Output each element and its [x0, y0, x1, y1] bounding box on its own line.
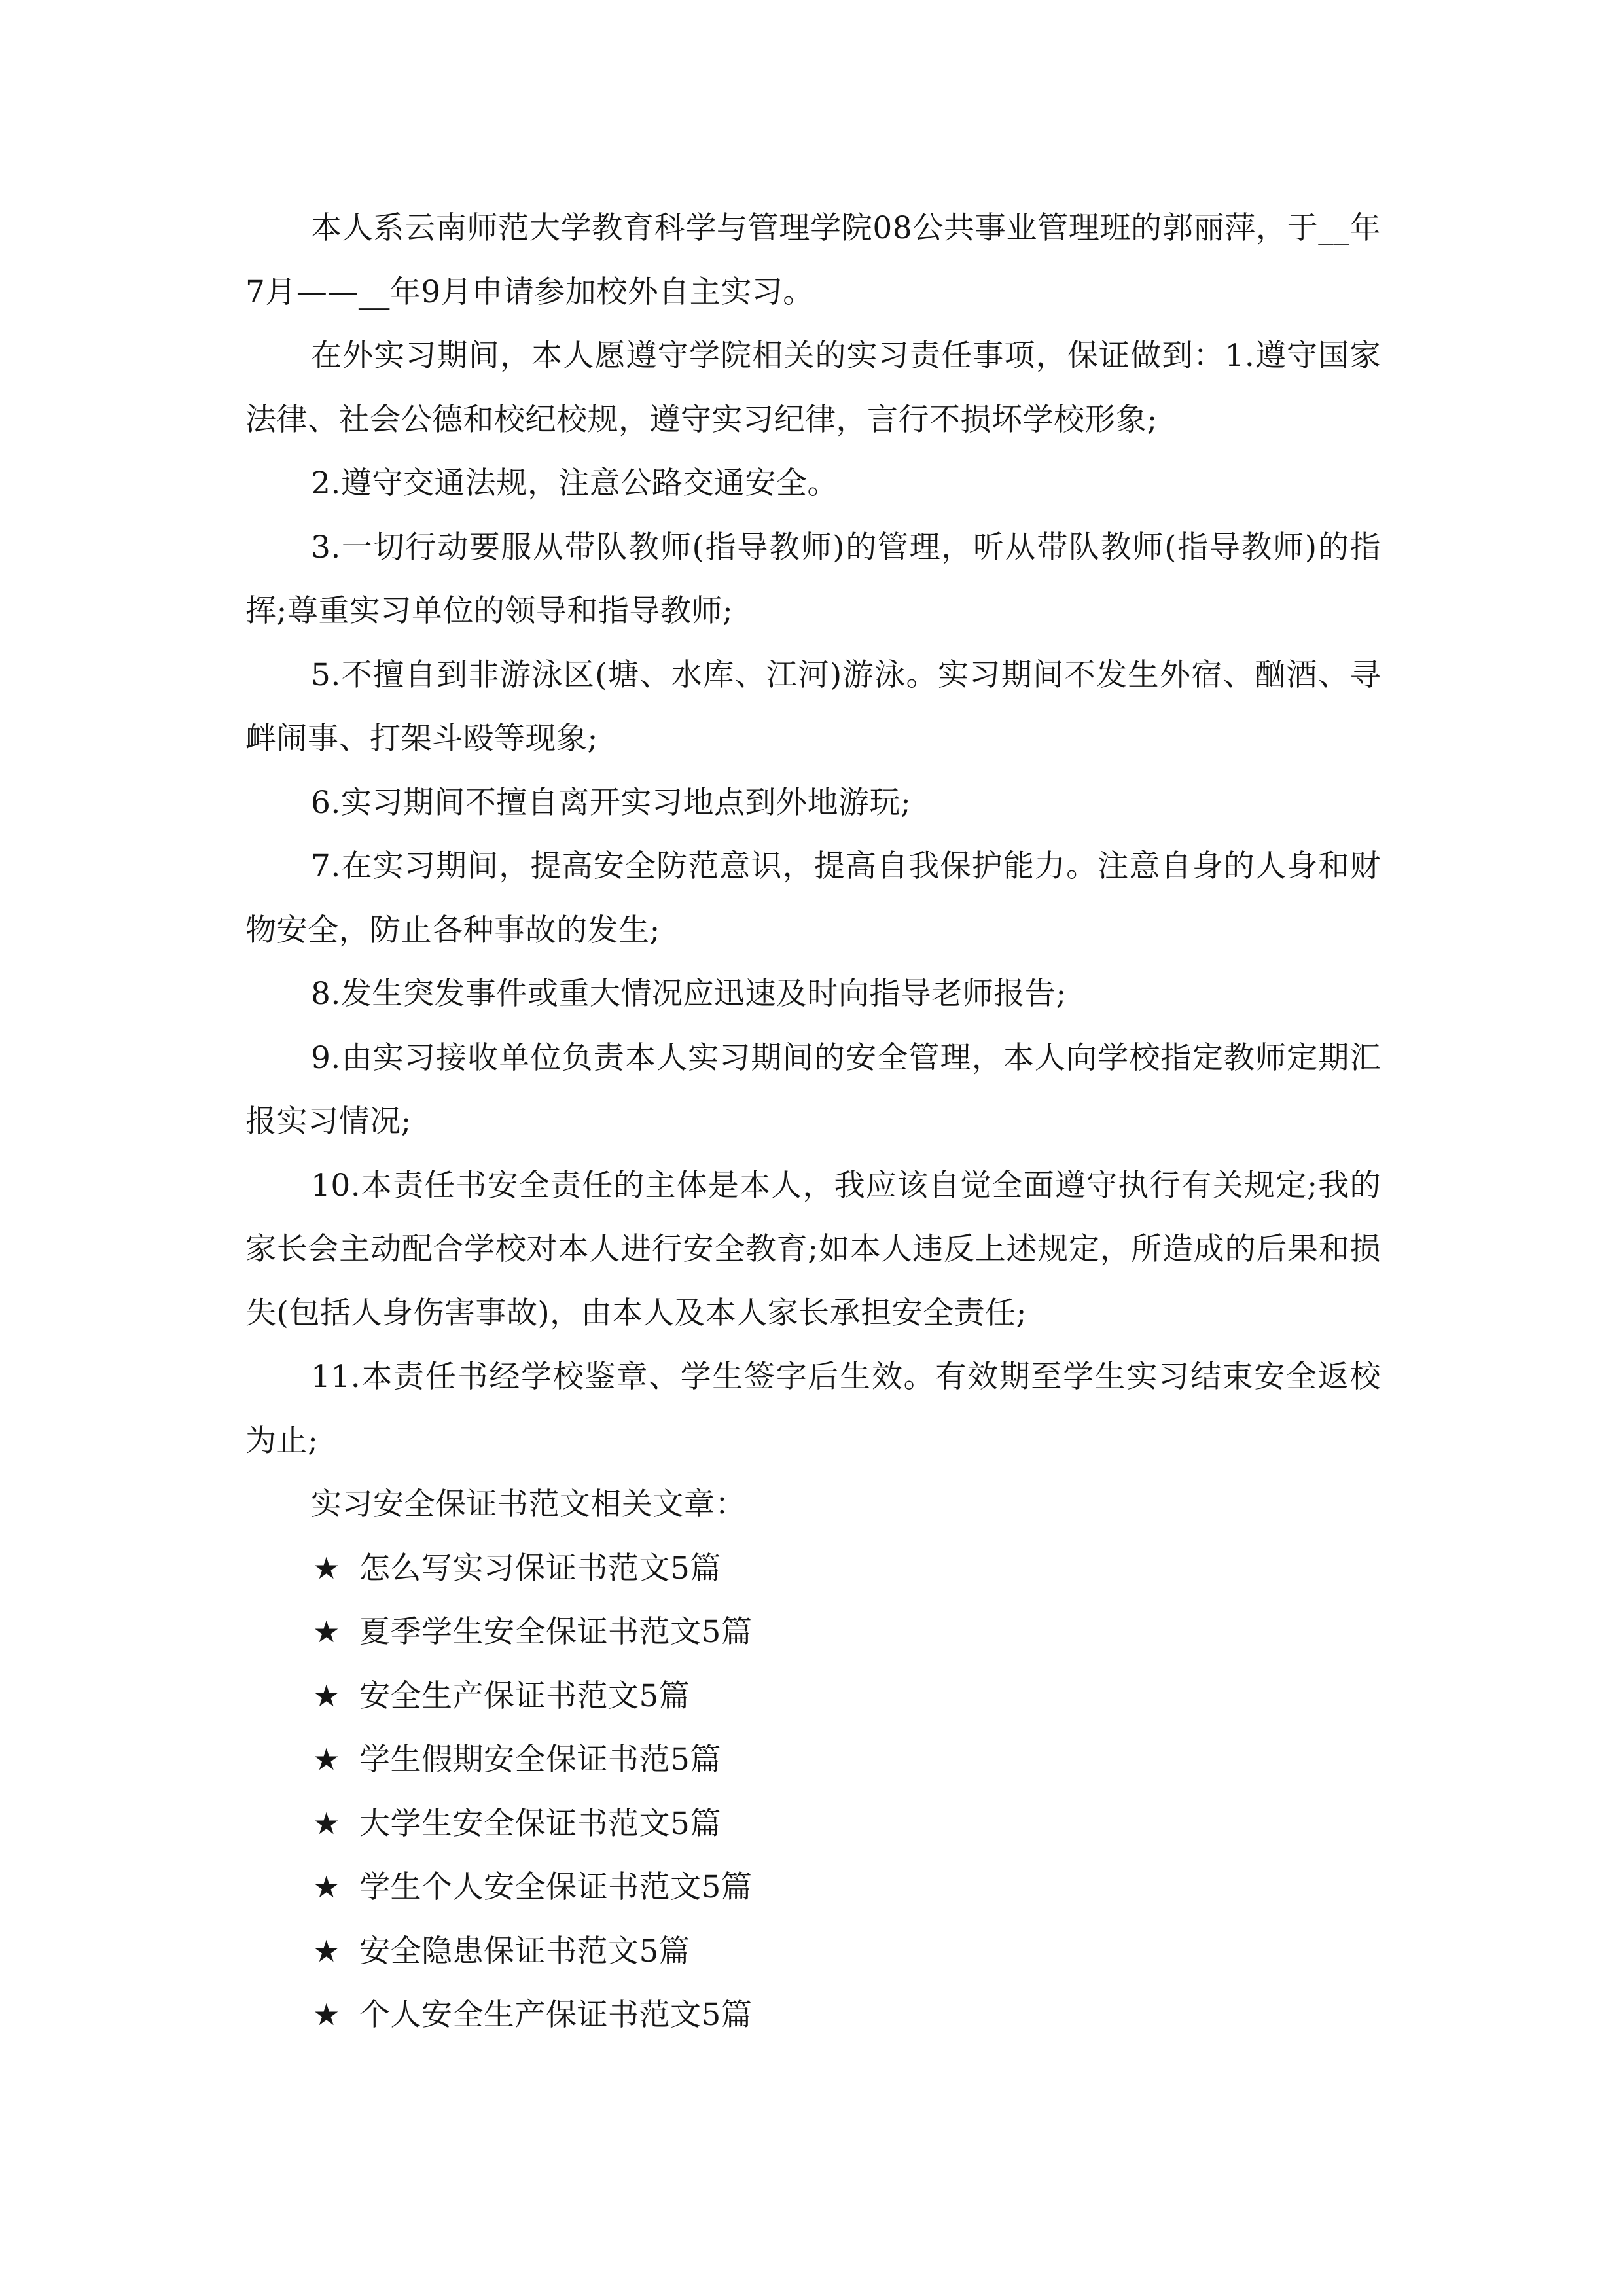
list-item [245, 1920, 1381, 1984]
related-article-link[interactable]: 夏季学生安全保证书范文5篇 [359, 1614, 753, 1650]
related-articles-list [245, 1537, 1381, 2047]
related-article-link[interactable]: 安全生产保证书范文5篇 [359, 1677, 690, 1714]
intro-paragraph: 本人系云南师范大学教育科学与管理学院08公共事业管理班的郭丽萍，于__年7月——__年9月申请参加校外自主实习。 [245, 210, 1381, 310]
related-articles-heading: 实习安全保证书范文相关文章： [311, 1486, 746, 1522]
star-icon: ★ [313, 1805, 340, 1841]
list-item [245, 1537, 1381, 1601]
list-item [245, 1664, 1381, 1729]
list-item [245, 1792, 1381, 1856]
star-icon: ★ [313, 1997, 340, 2032]
list-item [245, 1856, 1381, 1920]
pledge-item-6: 6.实习期间不擅自离开实习地点到外地游玩; [311, 784, 912, 821]
pledge-item-8: 8.发生突发事件或重大情况应迅速及时向指导老师报告; [311, 976, 1067, 1012]
list-item [245, 1600, 1381, 1664]
pledge-item-7: 7.在实习期间，提高安全防范意识，提高自我保护能力。注意自身的人身和财物安全，防止各种事故的发生; [245, 848, 1381, 948]
document-body [245, 196, 1381, 2047]
pledge-paragraph: 在外实习期间，本人愿遵守学院相关的实习责任事项，保证做到：1.遵守国家法律、社会公德和校纪校规，遵守实习纪律，言行不损坏学校形象; [245, 338, 1381, 438]
pledge-item-11: 11.本责任书经学校鉴章、学生签字后生效。有效期至学生实习结束安全返校为止; [245, 1359, 1381, 1459]
related-article-link[interactable]: 学生假期安全保证书范5篇 [359, 1742, 721, 1778]
related-article-link[interactable]: 怎么写实习保证书范文5篇 [359, 1550, 721, 1587]
pledge-item-10: 10.本责任书安全责任的主体是本人，我应该自觉全面遵守执行有关规定;我的家长会主动配合学校对本人进行安全教育;如本人违反上述规定，所造成的后果和损失(包括人身伤害事故)，由本人及本人家长承担安全责任; [245, 1167, 1381, 1331]
star-icon: ★ [313, 1742, 340, 1777]
related-article-link[interactable]: 安全隐患保证书范文5篇 [359, 1933, 690, 1969]
star-icon: ★ [313, 1614, 340, 1649]
related-article-link[interactable]: 个人安全生产保证书范文5篇 [359, 1997, 753, 2033]
list-item [245, 1983, 1381, 2047]
star-icon: ★ [313, 1933, 340, 1969]
star-icon: ★ [313, 1677, 340, 1713]
pledge-item-9: 9.由实习接收单位负责本人实习期间的安全管理，本人向学校指定教师定期汇报实习情况; [245, 1039, 1381, 1139]
pledge-item-5: 5.不擅自到非游泳区(塘、水库、江河)游泳。实习期间不发生外宿、酗酒、寻衅闹事、打架斗殴等现象; [245, 656, 1381, 757]
list-item [245, 1728, 1381, 1792]
star-icon: ★ [313, 1869, 340, 1905]
related-article-link[interactable]: 大学生安全保证书范文5篇 [359, 1805, 721, 1842]
star-icon: ★ [313, 1550, 340, 1586]
related-article-link[interactable]: 学生个人安全保证书范文5篇 [359, 1869, 753, 1905]
pledge-item-3: 3.一切行动要服从带队教师(指导教师)的管理，听从带队教师(指导教师)的指挥;尊重实习单位的领导和指导教师; [245, 529, 1381, 629]
pledge-item-2: 2.遵守交通法规，注意公路交通安全。 [311, 465, 838, 501]
